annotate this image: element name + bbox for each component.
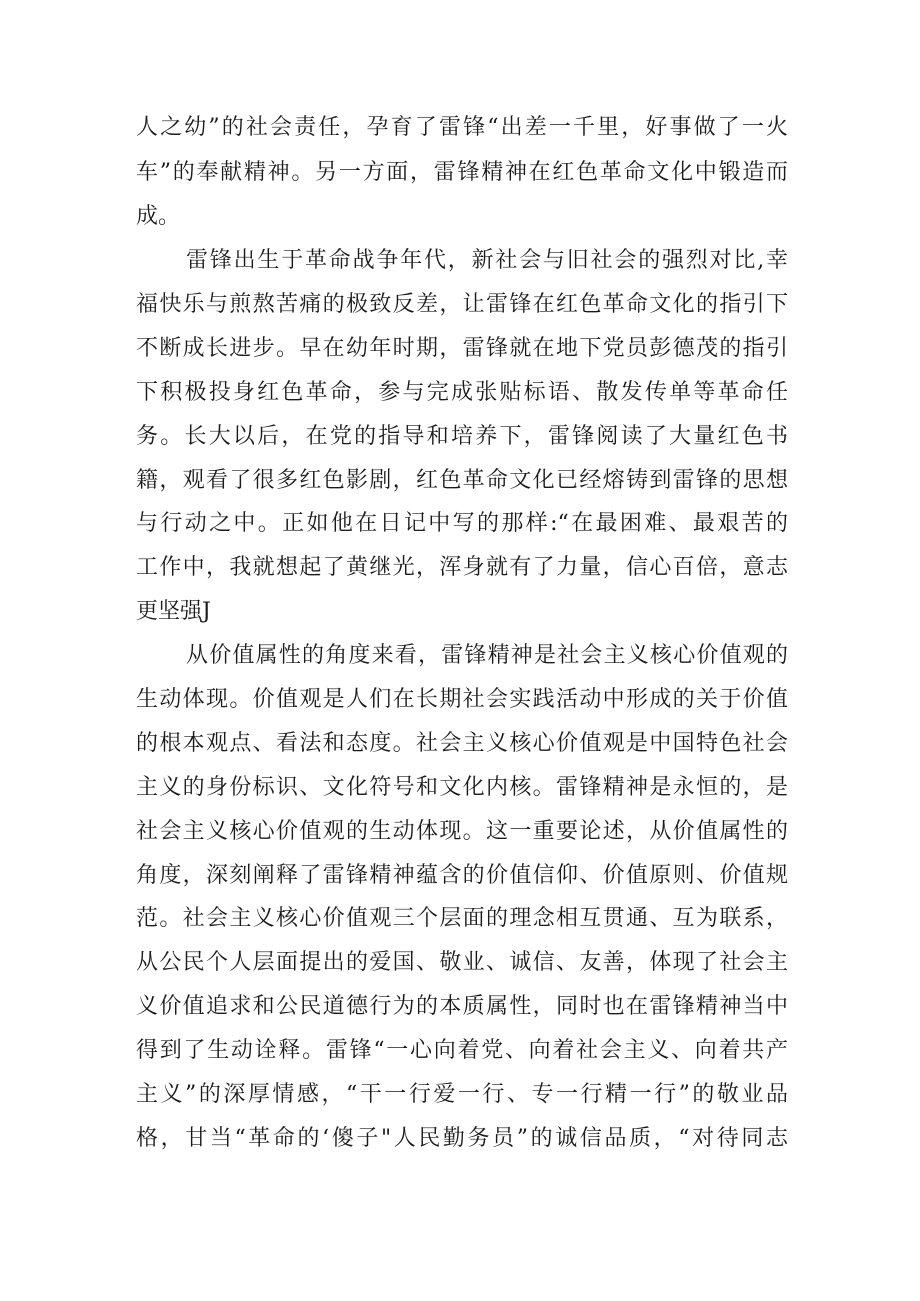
text-line: 范。社会主义核心价值观三个层面的理念相互贯通、互为联系， bbox=[136, 906, 788, 931]
text-line: 生动体现。价值观是人们在长期社会实践活动中形成的关于价值 bbox=[136, 687, 788, 712]
text-line: 与行动之中。正如他在日记中写的那样:“在最困难、最艰苦的 bbox=[136, 511, 788, 536]
text-line: 得到了生动诠释。雷锋“一心向着党、向着社会主义、向着共产 bbox=[136, 1038, 788, 1063]
text-line: 社会主义核心价值观的生动体现。这一重要论述，从价值属性的 bbox=[136, 819, 788, 844]
text-line: 从公民个人层面提出的爱国、敬业、诚信、友善，体现了社会主 bbox=[136, 950, 788, 975]
text-line: 人之幼”的社会责任，孕育了雷锋“出差一千里，好事做了一火 bbox=[136, 115, 788, 140]
text-line: 格，甘当“革命的‘傻子"人民勤务员”的诚信品质，“对待同志 bbox=[136, 1126, 788, 1151]
text-line: 义价值追求和公民道德行为的本质属性，同时也在雷锋精神当中 bbox=[136, 994, 788, 1019]
paragraph-first-line: 从价值属性的角度来看，雷锋精神是社会主义核心价值观的 bbox=[186, 643, 788, 668]
text-line: 务。长大以后，在党的指导和培养下，雷锋阅读了大量红色书 bbox=[136, 424, 788, 449]
text-line: 更坚强J bbox=[136, 599, 211, 624]
text-line: 的根本观点、看法和态度。社会主义核心价值观是中国特色社会 bbox=[136, 731, 788, 756]
text-line: 工作中，我就想起了黄继光，浑身就有了力量，信心百倍，意志 bbox=[136, 555, 788, 580]
text-line: 车”的奉献精神。另一方面，雷锋精神在红色革命文化中锻造而 bbox=[136, 160, 788, 185]
text-line: 角度，深刻阐释了雷锋精神蕴含的价值信仰、价值原则、价值规 bbox=[136, 863, 788, 888]
text-line: 主义的身份标识、文化符号和文化内核。雷锋精神是永恒的，是 bbox=[136, 775, 788, 800]
text-line: 成。 bbox=[136, 204, 181, 229]
text-line: 不断成长进步。早在幼年时期，雷锋就在地下党员彭德茂的指引 bbox=[136, 336, 788, 361]
text-line: 福快乐与煎熬苦痛的极致反差，让雷锋在红色革命文化的指引下 bbox=[136, 292, 788, 317]
text-line: 下积极投身红色革命，参与完成张贴标语、散发传单等革命任 bbox=[136, 380, 788, 405]
paragraph-first-line: 雷锋出生于革命战争年代，新社会与旧社会的强烈对比,幸 bbox=[186, 248, 788, 273]
text-line: 主义”的深厚情感，“干一行爱一行、专一行精一行”的敬业品 bbox=[136, 1082, 788, 1107]
text-line: 籍，观看了很多红色影剧，红色革命文化已经熔铸到雷锋的思想 bbox=[136, 468, 788, 493]
